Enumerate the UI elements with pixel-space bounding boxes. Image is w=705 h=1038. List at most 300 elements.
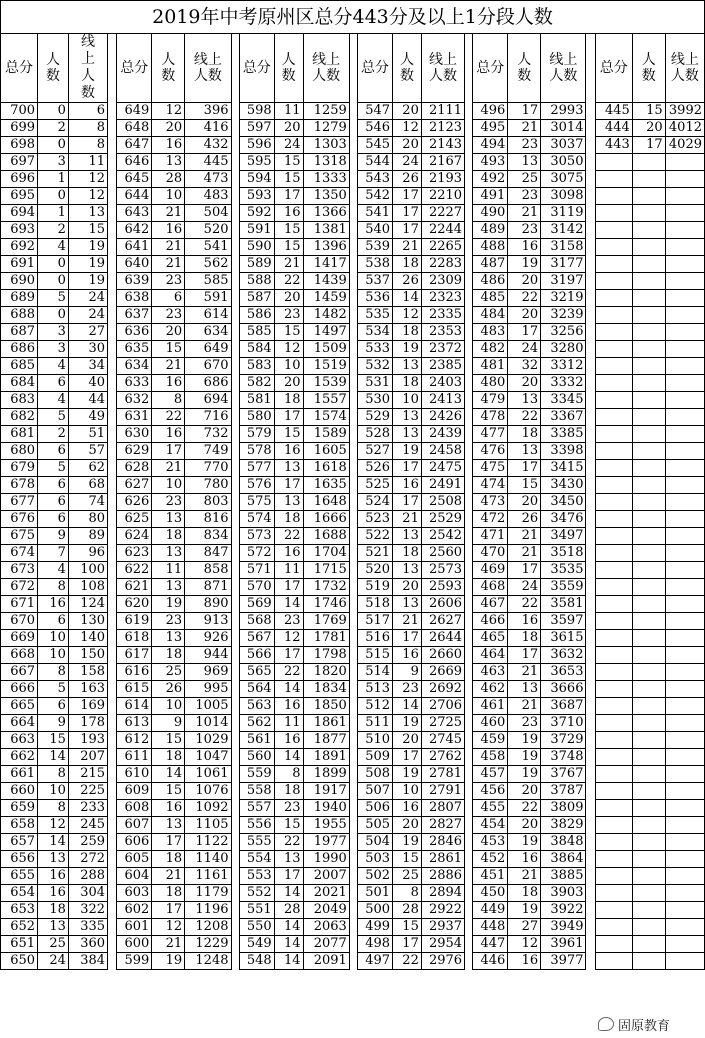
column-gap <box>108 477 117 494</box>
score-cell: 662 <box>1 749 38 766</box>
column-gap <box>465 579 473 596</box>
count-cell: 6 <box>38 494 69 511</box>
count-cell: 26 <box>393 171 422 188</box>
table-row <box>1 375 705 392</box>
count-cell: 23 <box>152 494 185 511</box>
column-gap <box>465 800 473 817</box>
cumulative-cell: 2937 <box>421 919 464 936</box>
header-count: 人数 <box>508 34 541 103</box>
count-cell <box>632 885 665 902</box>
cumulative-cell: 3518 <box>541 545 586 562</box>
count-cell: 15 <box>632 103 665 120</box>
score-cell: 601 <box>117 919 152 936</box>
cumulative-cell: 259 <box>68 834 107 851</box>
score-cell: 633 <box>117 375 152 392</box>
cumulative-cell: 24 <box>68 307 107 324</box>
score-cell: 669 <box>1 630 38 647</box>
score-cell: 476 <box>473 443 508 460</box>
column-gap <box>586 154 595 171</box>
column-gap <box>108 885 117 902</box>
cumulative-cell: 834 <box>185 528 231 545</box>
score-cell: 632 <box>117 392 152 409</box>
cumulative-cell: 3219 <box>541 290 586 307</box>
cumulative-cell <box>665 800 704 817</box>
cumulative-cell <box>665 851 704 868</box>
table-row <box>1 936 705 953</box>
table-row <box>1 579 705 596</box>
cumulative-cell: 2542 <box>421 528 464 545</box>
count-cell: 0 <box>38 256 69 273</box>
score-cell: 655 <box>1 868 38 885</box>
count-cell: 13 <box>274 494 303 511</box>
count-cell: 10 <box>152 698 185 715</box>
column-gap <box>349 630 357 647</box>
score-cell: 617 <box>117 647 152 664</box>
cumulative-cell: 158 <box>68 664 107 681</box>
column-gap <box>465 494 473 511</box>
count-cell: 25 <box>508 171 541 188</box>
column-gap <box>349 868 357 885</box>
table-row <box>1 732 705 749</box>
score-cell: 462 <box>473 681 508 698</box>
column-gap <box>465 307 473 324</box>
cumulative-cell: 591 <box>185 290 231 307</box>
cumulative-cell: 3729 <box>541 732 586 749</box>
cumulative-cell: 1715 <box>303 562 349 579</box>
count-cell: 20 <box>152 324 185 341</box>
column-gap <box>231 341 239 358</box>
cumulative-cell <box>665 324 704 341</box>
cumulative-cell: 1333 <box>303 171 349 188</box>
column-gap <box>231 562 239 579</box>
count-cell: 28 <box>152 171 185 188</box>
count-cell: 22 <box>508 290 541 307</box>
cumulative-cell: 140 <box>68 630 107 647</box>
column-gap <box>108 103 117 120</box>
cumulative-cell: 13 <box>68 205 107 222</box>
cumulative-cell: 585 <box>185 273 231 290</box>
cumulative-cell: 562 <box>185 256 231 273</box>
score-cell: 456 <box>473 783 508 800</box>
cumulative-cell: 634 <box>185 324 231 341</box>
count-cell <box>632 154 665 171</box>
count-cell: 16 <box>274 545 303 562</box>
count-cell: 6 <box>38 511 69 528</box>
score-cell <box>595 715 632 732</box>
score-cell <box>595 222 632 239</box>
score-cell: 497 <box>358 953 393 970</box>
cumulative-cell: 3748 <box>541 749 586 766</box>
count-cell: 19 <box>508 256 541 273</box>
cumulative-cell: 2993 <box>541 103 586 120</box>
count-cell: 21 <box>152 358 185 375</box>
score-cell <box>595 936 632 953</box>
cumulative-cell: 3615 <box>541 630 586 647</box>
cumulative-cell: 3885 <box>541 868 586 885</box>
score-cell <box>595 409 632 426</box>
count-cell: 20 <box>274 290 303 307</box>
score-cell: 594 <box>239 171 274 188</box>
column-gap <box>349 647 357 664</box>
column-gap <box>586 851 595 868</box>
count-cell <box>632 477 665 494</box>
column-gap <box>231 188 239 205</box>
column-gap <box>465 596 473 613</box>
cumulative-cell: 2781 <box>421 766 464 783</box>
cumulative-cell <box>665 868 704 885</box>
cumulative-cell <box>665 239 704 256</box>
score-cell: 469 <box>473 562 508 579</box>
count-cell <box>632 375 665 392</box>
column-gap <box>586 239 595 256</box>
count-cell: 21 <box>508 205 541 222</box>
cumulative-cell <box>665 358 704 375</box>
column-gap <box>108 494 117 511</box>
count-cell: 19 <box>393 443 422 460</box>
count-cell: 11 <box>274 103 303 120</box>
column-gap <box>465 528 473 545</box>
score-cell: 652 <box>1 919 38 936</box>
count-cell: 15 <box>274 171 303 188</box>
cumulative-cell: 803 <box>185 494 231 511</box>
table-row <box>1 443 705 460</box>
score-cell: 484 <box>473 307 508 324</box>
table-row <box>1 188 705 205</box>
cumulative-cell <box>665 817 704 834</box>
column-gap <box>349 800 357 817</box>
score-cell: 457 <box>473 766 508 783</box>
column-gap <box>231 698 239 715</box>
score-cell: 597 <box>239 120 274 137</box>
count-cell: 20 <box>393 817 422 834</box>
cumulative-cell: 1350 <box>303 188 349 205</box>
score-cell: 680 <box>1 443 38 460</box>
cumulative-cell: 178 <box>68 715 107 732</box>
score-cell: 453 <box>473 834 508 851</box>
column-gap <box>349 885 357 902</box>
header-count: 人数 <box>38 34 69 103</box>
cumulative-cell: 3787 <box>541 783 586 800</box>
column-gap <box>465 443 473 460</box>
column-gap <box>586 545 595 562</box>
table-row <box>1 528 705 545</box>
score-cell: 657 <box>1 834 38 851</box>
column-gap <box>231 103 239 120</box>
count-cell: 14 <box>393 698 422 715</box>
count-cell <box>632 868 665 885</box>
column-gap <box>231 834 239 851</box>
count-cell: 8 <box>393 885 422 902</box>
count-cell <box>632 511 665 528</box>
cumulative-cell: 847 <box>185 545 231 562</box>
score-cell: 653 <box>1 902 38 919</box>
score-cell: 479 <box>473 392 508 409</box>
column-gap <box>231 358 239 375</box>
cumulative-cell: 2227 <box>421 205 464 222</box>
column-gap <box>586 460 595 477</box>
count-cell: 15 <box>274 426 303 443</box>
cumulative-cell: 1618 <box>303 460 349 477</box>
score-cell: 496 <box>473 103 508 120</box>
score-cell <box>595 324 632 341</box>
score-cell: 524 <box>358 494 393 511</box>
score-cell: 515 <box>358 647 393 664</box>
count-cell: 13 <box>152 511 185 528</box>
count-cell: 22 <box>508 800 541 817</box>
count-cell: 19 <box>508 834 541 851</box>
count-cell: 11 <box>274 562 303 579</box>
cumulative-cell: 2886 <box>421 868 464 885</box>
score-cell <box>595 885 632 902</box>
score-cell: 590 <box>239 239 274 256</box>
column-gap <box>349 188 357 205</box>
count-cell: 23 <box>274 613 303 630</box>
column-gap <box>465 409 473 426</box>
column-gap <box>231 34 239 103</box>
cumulative-cell: 1076 <box>185 783 231 800</box>
score-cell: 588 <box>239 273 274 290</box>
count-cell: 21 <box>152 239 185 256</box>
count-cell: 16 <box>152 426 185 443</box>
table-row <box>1 749 705 766</box>
column-gap <box>465 545 473 562</box>
score-cell: 697 <box>1 154 38 171</box>
cumulative-cell: 2861 <box>421 851 464 868</box>
cumulative-cell: 2063 <box>303 919 349 936</box>
count-cell: 4 <box>38 392 69 409</box>
column-gap <box>586 936 595 953</box>
column-gap <box>349 358 357 375</box>
score-cell <box>595 732 632 749</box>
header-cumulative: 线上人数 <box>665 34 704 103</box>
count-cell: 4 <box>38 562 69 579</box>
column-gap <box>586 579 595 596</box>
count-cell: 20 <box>393 137 422 154</box>
cumulative-cell: 1161 <box>185 868 231 885</box>
cumulative-cell: 163 <box>68 681 107 698</box>
cumulative-cell: 716 <box>185 409 231 426</box>
score-cell: 645 <box>117 171 152 188</box>
cumulative-cell: 6 <box>68 103 107 120</box>
cumulative-cell: 3829 <box>541 817 586 834</box>
cumulative-cell: 944 <box>185 647 231 664</box>
count-cell <box>632 222 665 239</box>
score-cell: 554 <box>239 851 274 868</box>
column-gap <box>349 205 357 222</box>
cumulative-cell: 2458 <box>421 443 464 460</box>
count-cell <box>632 324 665 341</box>
count-cell: 17 <box>508 103 541 120</box>
column-gap <box>231 630 239 647</box>
column-gap <box>586 188 595 205</box>
count-cell: 21 <box>508 545 541 562</box>
column-gap <box>108 579 117 596</box>
score-cell: 684 <box>1 375 38 392</box>
count-cell: 21 <box>508 120 541 137</box>
cumulative-cell: 473 <box>185 171 231 188</box>
cumulative-cell: 1509 <box>303 341 349 358</box>
cumulative-cell <box>665 188 704 205</box>
column-gap <box>465 375 473 392</box>
column-gap <box>108 222 117 239</box>
score-cell: 571 <box>239 562 274 579</box>
score-cell: 689 <box>1 290 38 307</box>
count-cell: 18 <box>274 511 303 528</box>
column-gap <box>231 664 239 681</box>
cumulative-cell: 1940 <box>303 800 349 817</box>
cumulative-cell: 2706 <box>421 698 464 715</box>
cumulative-cell <box>665 409 704 426</box>
cumulative-cell <box>665 222 704 239</box>
score-cell: 521 <box>358 545 393 562</box>
cumulative-cell: 2508 <box>421 494 464 511</box>
count-cell <box>632 664 665 681</box>
table-row <box>1 562 705 579</box>
cumulative-cell: 2745 <box>421 732 464 749</box>
count-cell: 8 <box>152 392 185 409</box>
count-cell: 18 <box>393 375 422 392</box>
score-cell: 454 <box>473 817 508 834</box>
cumulative-cell <box>665 341 704 358</box>
count-cell: 18 <box>393 256 422 273</box>
score-cell: 615 <box>117 681 152 698</box>
column-gap <box>586 902 595 919</box>
score-cell: 619 <box>117 613 152 630</box>
score-cell: 596 <box>239 137 274 154</box>
count-cell: 17 <box>274 579 303 596</box>
column-gap <box>349 698 357 715</box>
column-gap <box>231 205 239 222</box>
count-cell: 19 <box>508 749 541 766</box>
cumulative-cell: 2426 <box>421 409 464 426</box>
column-gap <box>586 868 595 885</box>
table-row <box>1 885 705 902</box>
count-cell: 11 <box>274 715 303 732</box>
score-cell: 636 <box>117 324 152 341</box>
cumulative-cell: 1574 <box>303 409 349 426</box>
score-cell: 465 <box>473 630 508 647</box>
cumulative-cell <box>665 749 704 766</box>
count-cell: 16 <box>38 885 69 902</box>
cumulative-cell: 3430 <box>541 477 586 494</box>
count-cell: 21 <box>152 936 185 953</box>
column-gap <box>349 732 357 749</box>
column-gap <box>465 273 473 290</box>
column-gap <box>349 154 357 171</box>
cumulative-cell: 2827 <box>421 817 464 834</box>
count-cell: 15 <box>152 732 185 749</box>
score-cell: 541 <box>358 205 393 222</box>
count-cell <box>632 545 665 562</box>
count-cell: 20 <box>508 307 541 324</box>
count-cell: 18 <box>508 426 541 443</box>
count-cell: 19 <box>152 596 185 613</box>
score-cell: 509 <box>358 749 393 766</box>
column-gap <box>586 477 595 494</box>
column-gap <box>349 341 357 358</box>
score-cell: 504 <box>358 834 393 851</box>
cumulative-cell: 80 <box>68 511 107 528</box>
column-gap <box>108 205 117 222</box>
score-cell: 687 <box>1 324 38 341</box>
column-gap <box>465 664 473 681</box>
score-cell <box>595 664 632 681</box>
count-cell: 1 <box>38 171 69 188</box>
column-gap <box>586 834 595 851</box>
score-cell: 578 <box>239 443 274 460</box>
column-gap <box>586 494 595 511</box>
score-cell: 446 <box>473 953 508 970</box>
count-cell: 12 <box>508 936 541 953</box>
cumulative-cell: 245 <box>68 817 107 834</box>
cumulative-cell <box>665 783 704 800</box>
cumulative-cell: 541 <box>185 239 231 256</box>
count-cell: 22 <box>274 528 303 545</box>
score-cell: 603 <box>117 885 152 902</box>
column-gap <box>231 885 239 902</box>
table-row <box>1 460 705 477</box>
score-cell: 592 <box>239 205 274 222</box>
count-cell: 10 <box>38 783 69 800</box>
count-cell: 10 <box>152 477 185 494</box>
cumulative-cell: 3903 <box>541 885 586 902</box>
score-cell: 537 <box>358 273 393 290</box>
cumulative-cell: 2669 <box>421 664 464 681</box>
count-cell: 22 <box>508 596 541 613</box>
cumulative-cell <box>665 545 704 562</box>
score-cell: 598 <box>239 103 274 120</box>
table-row <box>1 120 705 137</box>
cumulative-cell: 233 <box>68 800 107 817</box>
score-cell: 556 <box>239 817 274 834</box>
cumulative-cell: 1318 <box>303 154 349 171</box>
score-cell: 529 <box>358 409 393 426</box>
count-cell: 22 <box>274 834 303 851</box>
table-row <box>1 341 705 358</box>
count-cell: 13 <box>393 409 422 426</box>
column-gap <box>349 936 357 953</box>
score-cell: 466 <box>473 613 508 630</box>
cumulative-cell: 995 <box>185 681 231 698</box>
cumulative-cell: 3581 <box>541 596 586 613</box>
count-cell <box>632 749 665 766</box>
cumulative-cell: 871 <box>185 579 231 596</box>
count-cell: 12 <box>274 341 303 358</box>
column-gap <box>349 137 357 154</box>
cumulative-cell: 3398 <box>541 443 586 460</box>
table-row <box>1 222 705 239</box>
score-cell: 613 <box>117 715 152 732</box>
score-cell <box>595 426 632 443</box>
cumulative-cell: 1196 <box>185 902 231 919</box>
column-gap <box>108 273 117 290</box>
cumulative-cell: 225 <box>68 783 107 800</box>
column-gap <box>586 443 595 460</box>
column-gap <box>108 256 117 273</box>
column-gap <box>586 273 595 290</box>
score-cell <box>595 477 632 494</box>
score-cell: 513 <box>358 681 393 698</box>
count-cell: 13 <box>274 851 303 868</box>
cumulative-cell <box>665 630 704 647</box>
column-gap <box>349 120 357 137</box>
column-gap <box>586 34 595 103</box>
score-cell: 575 <box>239 494 274 511</box>
table-row <box>1 273 705 290</box>
score-cell: 494 <box>473 137 508 154</box>
header-cumulative: 线上人数 <box>421 34 464 103</box>
score-cell: 627 <box>117 477 152 494</box>
